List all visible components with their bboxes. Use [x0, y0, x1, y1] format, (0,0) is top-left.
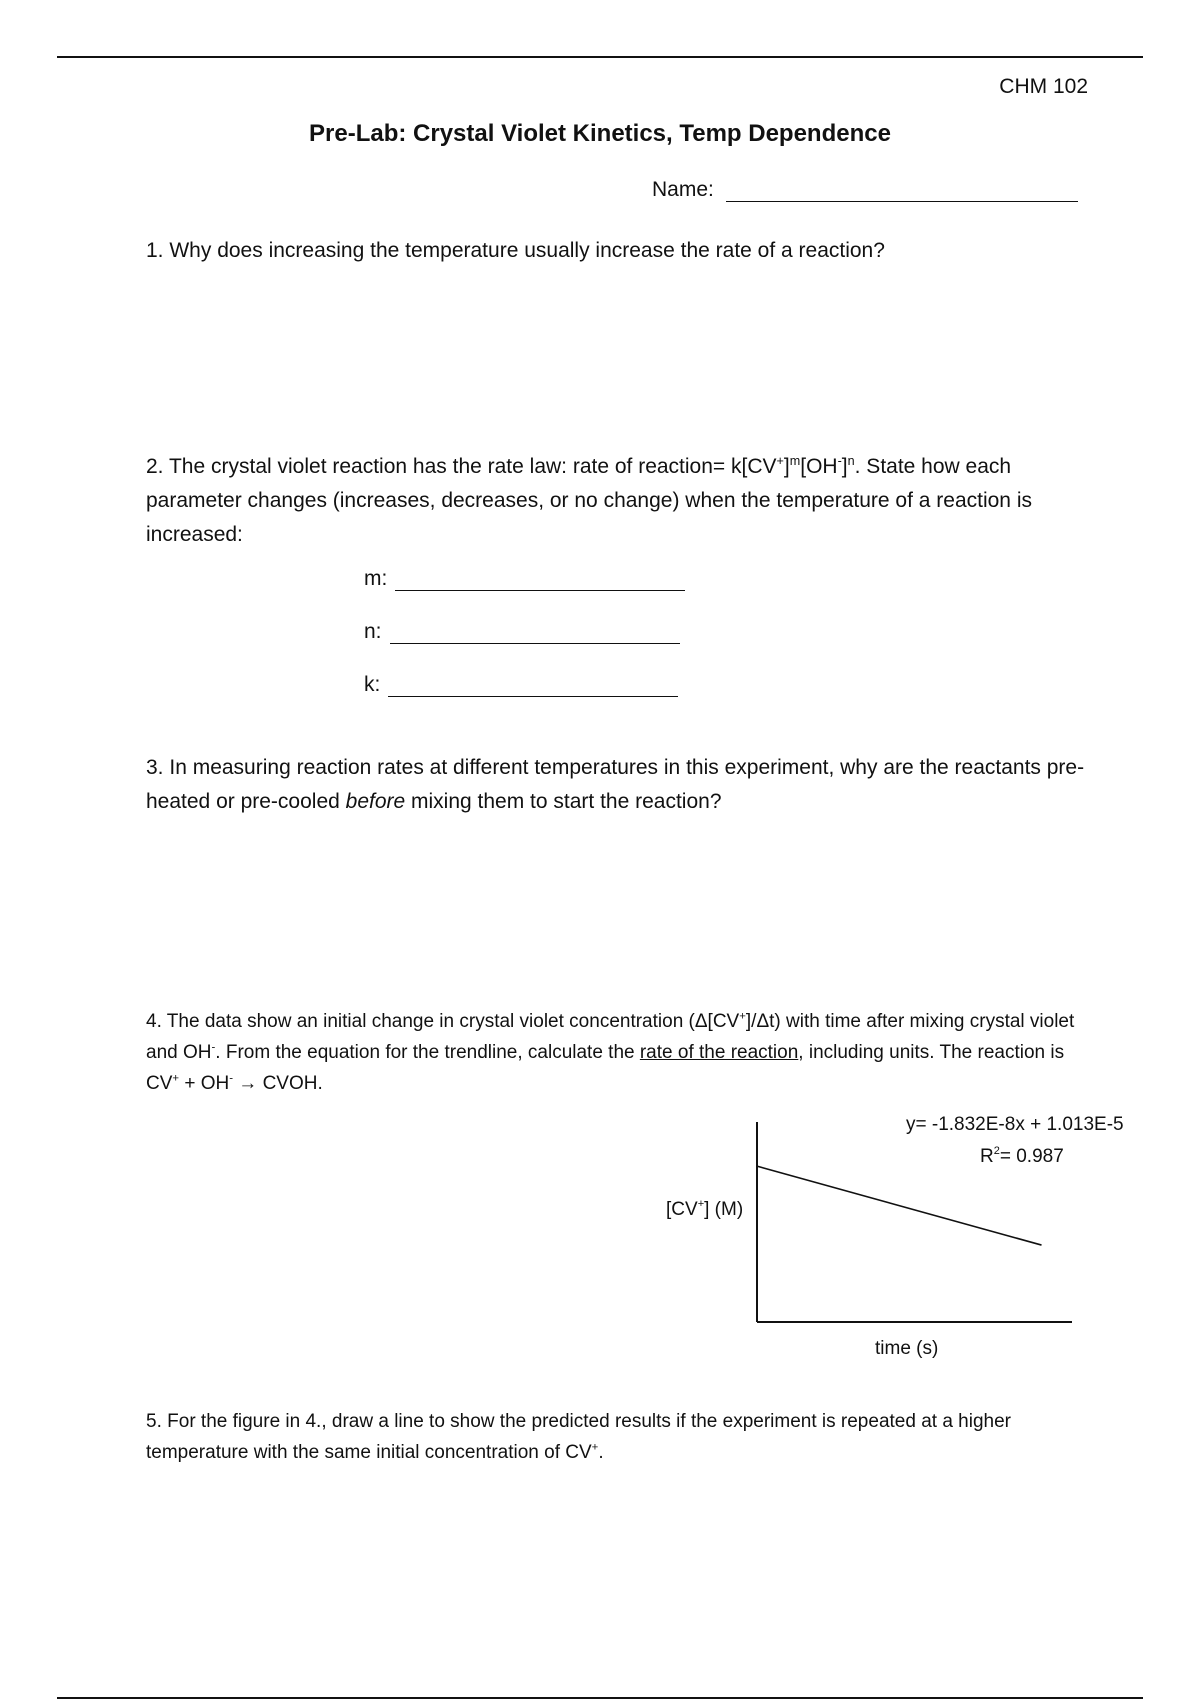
question-4-text: , including units. The reaction is CV [146, 1042, 1065, 1094]
question-3-text: mixing them to start the reaction? [405, 790, 722, 813]
question-2-text: ] [783, 455, 790, 478]
question-1-number: 1. [146, 239, 164, 262]
question-1-text: Why does increasing the temperature usually increase the rate of a reaction? [169, 239, 885, 262]
question-5-text: For the figure in 4., draw a line to show the predicted results if the experiment is repeated at a higher temperature with the same initial concentration of CV [146, 1411, 1011, 1463]
name-label: Name: [652, 178, 714, 201]
question-2-number: 2. [146, 455, 164, 478]
course-code: CHM 102 [999, 75, 1088, 98]
superscript: - [837, 454, 842, 468]
page-title: Pre-Lab: Crystal Violet Kinetics, Temp Dependence [309, 120, 891, 147]
question-5 [146, 1406, 1091, 1468]
superscript: - [229, 1072, 234, 1085]
r-squared-label: R [980, 1146, 994, 1167]
r-squared-superscript: 2 [993, 1145, 1000, 1157]
question-2-text: The crystal violet reaction has the rate law: rate of reaction= k[CV [168, 455, 777, 478]
blank-k-label: k: [364, 673, 381, 696]
r-squared [980, 1145, 1064, 1167]
question-5-number: 5. [146, 1411, 162, 1432]
trendline-equation: y= -1.832E-8x + 1.013E-5 [906, 1114, 1124, 1135]
question-4-text: + OH [179, 1073, 230, 1094]
y-axis-label-base: [CV [666, 1199, 698, 1220]
question-2-text: ] [841, 455, 848, 478]
superscript: + [172, 1072, 180, 1085]
question-5-text: . [598, 1442, 604, 1463]
superscript: n [847, 454, 855, 468]
x-axis-label: time (s) [875, 1338, 939, 1359]
y-axis-label-rest: ] (M) [704, 1199, 744, 1220]
question-4-underlined: rate of the reaction [639, 1042, 799, 1063]
superscript: + [591, 1441, 599, 1454]
question-3-text: In measuring reaction rates at different temperatures in this experiment, why are the reactants pre-heated or pre-cooled [146, 756, 1085, 813]
question-2-text: [OH [800, 455, 838, 478]
question-3-emphasis: before [345, 790, 406, 813]
question-2-text: . State how each parameter changes (increases, decreases, or no change) when the temperature of a reaction is increased: [146, 455, 1032, 546]
superscript: m [789, 454, 801, 468]
y-axis-label-superscript: + [697, 1198, 705, 1210]
superscript: - [211, 1041, 216, 1054]
blank-m-label: m: [364, 567, 388, 590]
question-4-text: ]/Δt) with time after mixing crystal violet and OH [146, 1011, 1075, 1063]
trendline [757, 1166, 1042, 1245]
blank-n-label: n: [364, 620, 382, 643]
bottom-rule [57, 1697, 1143, 1699]
y-axis-label [666, 1198, 743, 1220]
r-squared-value: = 0.987 [999, 1146, 1064, 1167]
question-4-text: . From the equation for the trendline, calculate the [215, 1042, 640, 1063]
question-4-number: 4. [146, 1011, 162, 1032]
question-4-text: → CVOH. [233, 1073, 323, 1094]
question-4-text: The data show an initial change in crystal violet concentration (Δ[CV [166, 1011, 740, 1032]
superscript: + [739, 1010, 746, 1023]
superscript: + [776, 454, 784, 468]
question-3-number: 3. [146, 756, 164, 779]
